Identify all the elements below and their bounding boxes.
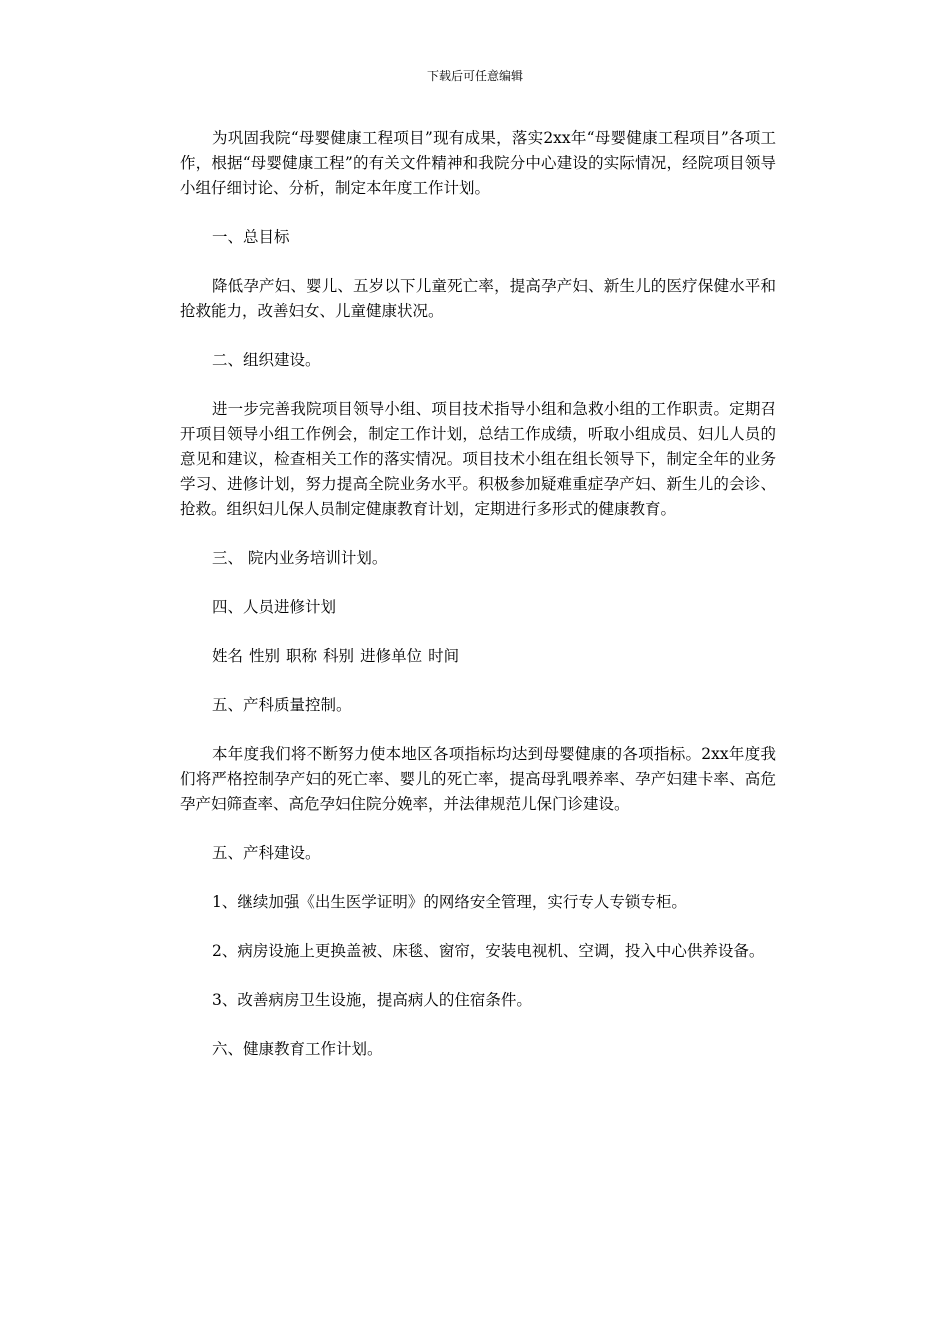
section-heading-obstetrics: 五、产科建设。 (212, 844, 321, 862)
column-study-unit: 进修单位 (360, 647, 423, 665)
section-heading-quality: 五、产科质量控制。 (212, 696, 352, 714)
column-title: 职称 (286, 647, 318, 665)
section-heading-training: 三、 院内业务培训计划。 (212, 549, 388, 567)
column-department: 科别 (323, 647, 355, 665)
column-time: 时间 (428, 647, 460, 665)
section-heading-health-education: 六、健康教育工作计划。 (212, 1040, 383, 1058)
column-name: 姓名 (212, 647, 244, 665)
intro-paragraph: 为巩固我院“母婴健康工程项目”现有成果，落实2xx年“母婴健康工程项目”各项工作，根据“母婴健康工程”的有关文件精神和我院分中心建设的实际情况，经院项目领导小组仔细讨论、分析，制定本年度工作计划。 (180, 129, 776, 197)
organization-paragraph: 进一步完善我院项目领导小组、项目技术指导小组和急救小组的工作职责。定期召开项目领导小组工作例会，制定工作计划，总结工作成绩，听取小组成员、妇儿人员的意见和建议，检查相关工作的落实情况。项目技术小组在组长领导下，制定全年的业务学习、进修计划，努力提高全院业务水平。积极参加疑难重症孕产妇、新生儿的会诊、抢救。组织妇儿保人员制定健康教育计划，定期进行多形式的健康教育。 (180, 400, 776, 518)
staff-table-header (180, 644, 776, 669)
goal-paragraph: 降低孕产妇、婴儿、五岁以下儿童死亡率，提高孕产妇、新生儿的医疗保健水平和抢救能力，改善妇女、儿童健康状况。 (180, 277, 776, 320)
page-header: 下载后可任意编辑 (426, 69, 523, 83)
section-heading-staff-study: 四、人员进修计划 (212, 598, 337, 616)
list-item: 3、改善病房卫生设施，提高病人的住宿条件。 (212, 991, 532, 1009)
list-item: 1、继续加强《出生医学证明》的网络安全管理，实行专人专锁专柜。 (212, 893, 687, 911)
quality-paragraph: 本年度我们将不断努力使本地区各项指标均达到母婴健康的各项指标。2xx年度我们将严格控制孕产妇的死亡率、婴儿的死亡率，提高母乳喂养率、孕产妇建卡率、高危孕产妇筛查率、高危孕妇住院分娩率，并法律规范儿保门诊建设。 (180, 745, 776, 813)
list-item: 2、病房设施上更换盖被、床毯、窗帘，安装电视机、空调，投入中心供养设备。 (212, 942, 765, 960)
section-heading-organization: 二、组织建设。 (212, 351, 321, 369)
section-heading-goal: 一、总目标 (212, 228, 290, 246)
document-body (180, 126, 776, 1062)
column-gender: 性别 (249, 647, 281, 665)
